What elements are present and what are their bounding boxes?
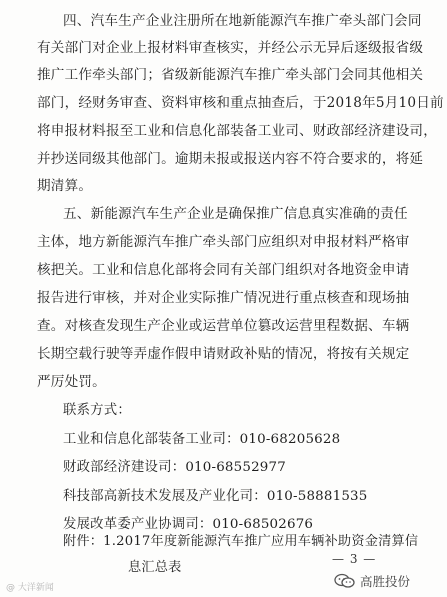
watermark-left: @ 大洋新闻 bbox=[6, 583, 54, 593]
contact-line: 科技部高新技术发展及产业化司：010-58881535 bbox=[63, 489, 368, 504]
paragraph-line: 五、新能源汽车生产企业是确保推广信息真实准确的责任 bbox=[63, 206, 408, 222]
paragraph-line: 部门，经财务审查、资料审核和重点抽查后，于2018年5月10日前 bbox=[37, 95, 444, 111]
paragraph-line: 查。对核查发现生产企业或运营单位篡改运营里程数据、车辆 bbox=[37, 318, 410, 334]
page-number: — 3 — bbox=[332, 552, 377, 566]
paragraph-line: 期清算。 bbox=[37, 178, 93, 194]
paragraph-line: 主体，地方新能源汽车推广牵头部门应组织对申报材料严格审 bbox=[37, 234, 410, 250]
attachment-line: 息汇总表 bbox=[128, 560, 182, 575]
wechat-icon bbox=[334, 573, 356, 589]
paragraph-line: 并抄送同级其他部门。逾期未报或报送内容不符合要求的，将延 bbox=[37, 151, 424, 167]
paragraph-line: 有关部门对企业上报材料审查核实，并经公示无异后逐级报省级 bbox=[37, 40, 424, 56]
contact-title: 联系方式： bbox=[63, 403, 131, 418]
paragraph-line: 报告进行审核，并对企业实际推广情况进行重点核查和现场抽 bbox=[37, 290, 410, 306]
watermark-right-text: 高胜投份 bbox=[360, 574, 411, 589]
paragraph-line: 将申报材料报至工业和信息化部装备工业司、财政部经济建设司， bbox=[37, 123, 438, 139]
watermark-right bbox=[334, 572, 410, 590]
paragraph-line: 严厉处罚。 bbox=[37, 374, 106, 390]
attachment-line: 附件：1.2017年度新能源汽车推广应用车辆补助资金清算信 bbox=[63, 534, 419, 549]
paragraph-line: 长期空载行驶等弄虚作假申请财政补贴的情况，将按有关规定 bbox=[37, 346, 410, 362]
paragraph-line: 四、汽车生产企业注册所在地新能源汽车推广牵头部门会同 bbox=[63, 13, 422, 29]
paragraph-line: 核把关。工业和信息化部将会同有关部门组织对各地资金申请 bbox=[37, 262, 410, 278]
contact-line: 财政部经济建设司：010-68552977 bbox=[63, 460, 286, 475]
contact-line: 工业和信息化部装备工业司：010-68205628 bbox=[63, 432, 341, 447]
contact-line: 发展改革委产业协调司：010-68502676 bbox=[63, 517, 314, 532]
paragraph-line: 推广工作牵头部门；省级新能源汽车推广牵头部门会同其他相关 bbox=[37, 67, 424, 83]
